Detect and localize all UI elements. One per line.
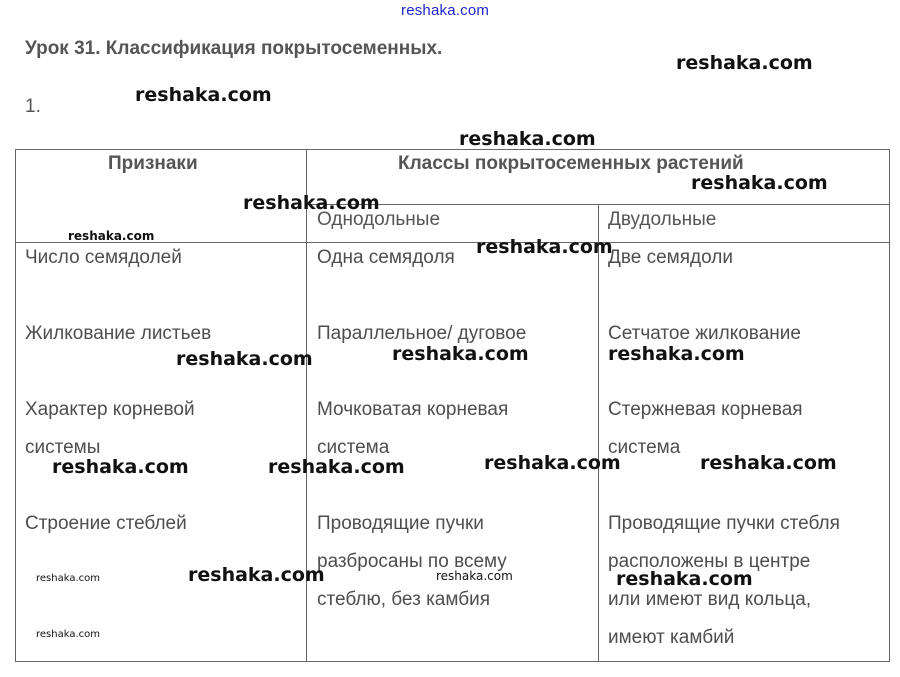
- watermark: reshaka.com: [476, 236, 613, 258]
- monocot-cell: Одна семядоля: [317, 247, 455, 268]
- feature-cell: Жилкование листьев: [25, 323, 212, 344]
- watermark: reshaka.com: [188, 564, 325, 586]
- monocot-cell: Мочковатая корневая система: [317, 399, 509, 458]
- watermark: reshaka.com: [268, 456, 405, 478]
- watermark: reshaka.com: [459, 128, 596, 150]
- header-features: Признаки: [108, 153, 198, 174]
- dicot-cell: Проводящие пучки стебля расположены в центре или имеют вид кольца, имеют камбий: [608, 513, 840, 648]
- table-divider: [306, 204, 890, 205]
- watermark: reshaka.com: [691, 172, 828, 194]
- watermark: reshaka.com: [243, 192, 380, 214]
- dicot-cell: Стержневая корневая система: [608, 399, 803, 458]
- dicot-cell: Сетчатое жилкование: [608, 323, 801, 344]
- watermark: reshaka.com: [36, 629, 100, 640]
- watermark: reshaka.com: [484, 452, 621, 474]
- watermark: reshaka.com: [135, 84, 272, 106]
- monocot-cell: Проводящие пучки разбросаны по всему стеблю, без камбия: [317, 513, 507, 610]
- dicot-cell: Две семядоли: [608, 247, 733, 268]
- watermark: reshaka.com: [392, 343, 529, 365]
- page-title: Урок 31. Классификация покрытосеменных.: [25, 38, 443, 59]
- watermark: reshaka.com: [676, 52, 813, 74]
- feature-cell: Характер корневой системы: [25, 399, 195, 458]
- class-monocots: Однодольные: [317, 209, 441, 230]
- class-dicots: Двудольные: [608, 209, 717, 230]
- watermark: reshaka.com: [36, 573, 100, 584]
- table-divider: [598, 204, 599, 662]
- watermark: reshaka.com: [68, 229, 155, 243]
- watermark: reshaka.com: [700, 452, 837, 474]
- watermark: reshaka.com: [608, 343, 745, 365]
- watermark: reshaka.com: [436, 569, 513, 583]
- watermark: reshaka.com: [176, 348, 313, 370]
- feature-cell: Число семядолей: [25, 247, 182, 268]
- watermark: reshaka.com: [616, 568, 753, 590]
- feature-cell: Строение стеблей: [25, 513, 187, 534]
- site-logo[interactable]: reshaka.com: [401, 2, 490, 19]
- task-number: 1.: [25, 96, 41, 117]
- header-classes: Классы покрытосеменных растений: [398, 153, 744, 174]
- monocot-cell: Параллельное/ дуговое: [317, 323, 527, 344]
- watermark: reshaka.com: [52, 456, 189, 478]
